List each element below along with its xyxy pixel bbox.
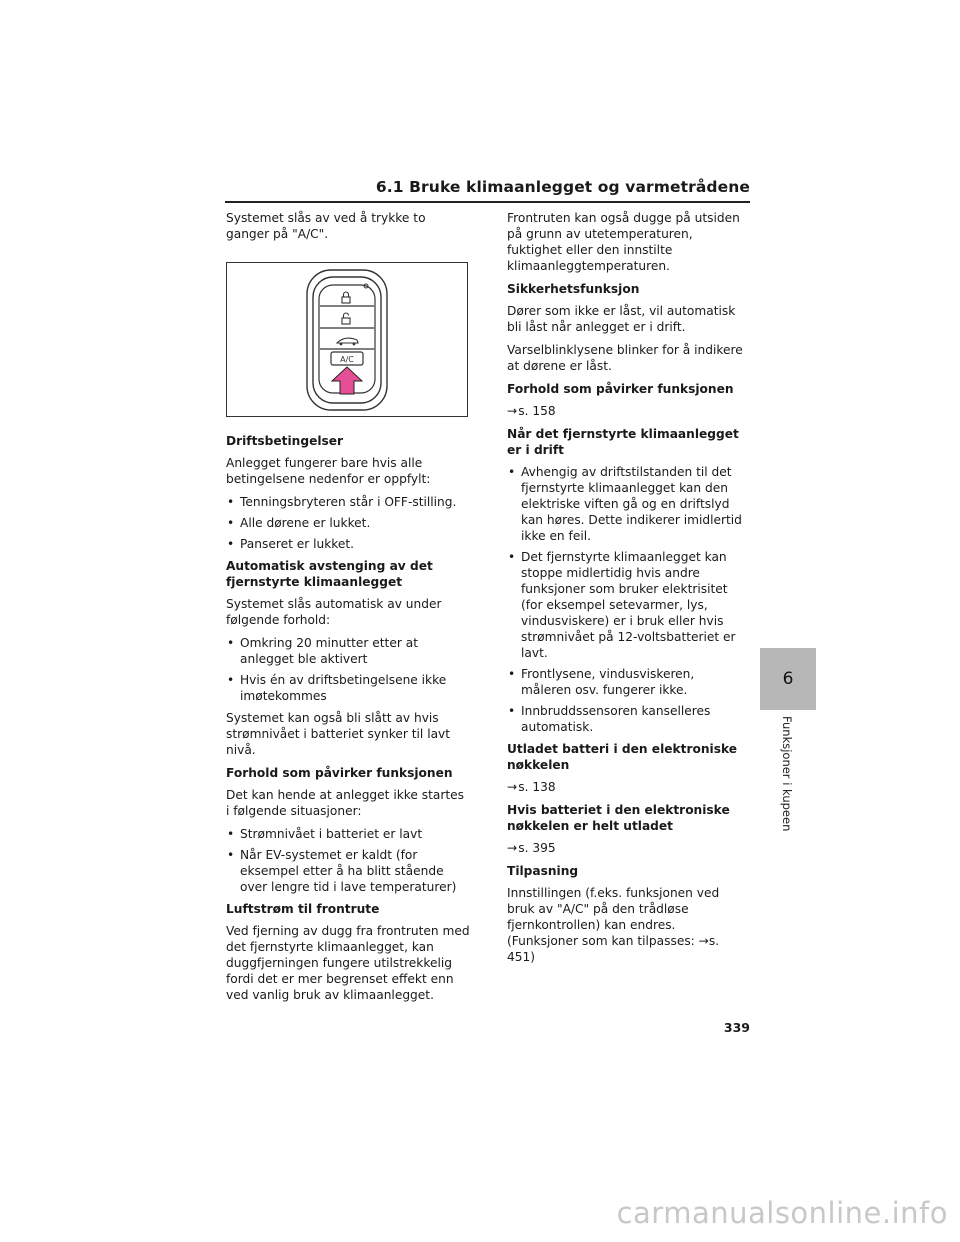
- section-heading-operating-conditions: Driftsbetingelser: [226, 434, 344, 448]
- page-reference-link[interactable]: s. 158: [518, 404, 556, 418]
- right-column: [507, 210, 747, 972]
- list-item: • Det fjernstyrte klimaanlegget kan stoppe midlertidig hvis andre funksjoner som bruker elektrisitet (for eksempel setevarmer, lys, vindusviskere) er i bruk eller hvis strømnivået på 12-voltsbatteriet er lavt.: [507, 549, 747, 661]
- remote-key-illustration: [227, 263, 467, 416]
- list-item: • Panseret er lukket.: [226, 536, 471, 552]
- list-item: • Alle dørene er lukket.: [226, 515, 471, 531]
- paragraph: Ved fjerning av dugg fra frontruten med det fjernstyrte klimaanlegget, kan duggfjerningen fungere utilstrekkelig fordi det er mer begrenset effekt enn ved vanlig bruk av klimaanlegget.: [226, 924, 470, 1002]
- arrow-right-icon: →: [507, 780, 518, 794]
- list-item: • Frontlysene, vindusviskeren, måleren osv. fungerer ikke.: [507, 666, 747, 698]
- list-item: • Hvis én av driftsbetingelsene ikke imøtekommes: [226, 672, 471, 704]
- customization-text: Innstillingen (f.eks. funksjonen ved bruk av "A/C" på den trådløse fjernkontrollen) kan endres. (Funksjoner som kan tilpasses:: [507, 886, 720, 948]
- bullet-list: [226, 494, 471, 552]
- intro-paragraph: Systemet slås av ved å trykke to ganger på "A/C".: [226, 211, 426, 241]
- arrow-right-icon: →: [507, 841, 518, 855]
- paragraph: Systemet kan også bli slått av hvis strømnivået i batteriet synker til lavt nivå.: [226, 711, 451, 757]
- paragraph: Systemet slås automatisk av under følgende forhold:: [226, 597, 442, 627]
- page-reference-link[interactable]: s. 451): [507, 934, 720, 964]
- section-heading-key-battery-fully-depleted: Hvis batteriet i den elektroniske nøkkelen er helt utladet: [507, 803, 730, 833]
- section-heading-affecting-conditions: Forhold som påvirker funksjonen: [226, 766, 453, 780]
- paragraph: Varselblinklysene blinker for å indikere at dørene er låst.: [507, 343, 743, 373]
- chapter-side-label: Funksjoner i kupeen: [780, 716, 794, 832]
- left-column: [226, 210, 471, 1010]
- paragraph: Frontruten kan også dugge på utsiden på grunn av utetemperaturen, fuktighet eller den innstilte klimaanleggtemperaturen.: [507, 211, 740, 273]
- unlock-icon: [342, 313, 350, 324]
- page-reference-link[interactable]: s. 138: [518, 780, 556, 794]
- list-item: • Innbruddssensoren kanselleres automatisk.: [507, 703, 747, 735]
- paragraph: Anlegget fungerer bare hvis alle betingelsene nedenfor er oppfylt:: [226, 456, 431, 486]
- page-reference: [507, 403, 747, 419]
- remote-key-figure: [226, 262, 468, 417]
- section-heading-customization: Tilpasning: [507, 864, 579, 878]
- page-reference: [507, 779, 747, 795]
- chapter-tab: [760, 648, 816, 710]
- header-rule: [225, 201, 750, 203]
- chapter-header-title: 6.1 Bruke klimaanlegget og varmetrådene: [375, 178, 750, 196]
- arrow-right-icon: →: [507, 404, 518, 418]
- list-item: • Avhengig av driftstilstanden til det fjernstyrte klimaanlegget kan den elektriske viften gå og en driftslyd kan høres. Dette indikerer imidlertid ikke en feil.: [507, 464, 747, 544]
- section-heading-windshield-airflow: Luftstrøm til frontrute: [226, 902, 380, 916]
- section-heading-in-operation: Når det fjernstyrte klimaanlegget er i drift: [507, 427, 739, 457]
- bullet-list: [226, 826, 471, 895]
- list-item: • Når EV-systemet er kaldt (for eksempel etter å ha blitt stående over lengre tid i lave temperaturer): [226, 847, 471, 895]
- watermark: carmanualsonline.info: [616, 1196, 948, 1230]
- section-heading-safety-function: Sikkerhetsfunksjon: [507, 282, 640, 296]
- arrow-right-icon: →: [698, 934, 709, 948]
- list-item: • Tenningsbryteren står i OFF-stilling.: [226, 494, 471, 510]
- bullet-list: [507, 464, 747, 735]
- chapter-number: 6: [782, 669, 794, 689]
- bullet-list: [226, 635, 471, 704]
- page-reference: [507, 840, 747, 856]
- ac-button-label: A/C: [340, 355, 354, 364]
- page-number: 339: [723, 1020, 750, 1035]
- page-reference-link[interactable]: s. 395: [518, 841, 556, 855]
- list-item: • Strømnivået i batteriet er lavt: [226, 826, 471, 842]
- paragraph: Dører som ikke er låst, vil automatisk bli låst når anlegget er i drift.: [507, 304, 736, 334]
- paragraph: [507, 885, 747, 965]
- paragraph: Det kan hende at anlegget ikke startes i følgende situasjoner:: [226, 788, 464, 818]
- section-heading-auto-shutoff: Automatisk avstenging av det fjernstyrte klimaanlegget: [226, 559, 433, 589]
- list-item: • Omkring 20 minutter etter at anlegget ble aktivert: [226, 635, 471, 667]
- section-heading-key-battery-depleted: Utladet batteri i den elektroniske nøkkelen: [507, 742, 737, 772]
- trunk-icon: [337, 338, 358, 345]
- lock-icon: [342, 292, 350, 303]
- section-heading-affecting-conditions: Forhold som påvirker funksjonen: [507, 382, 734, 396]
- press-arrow-icon: [332, 367, 362, 394]
